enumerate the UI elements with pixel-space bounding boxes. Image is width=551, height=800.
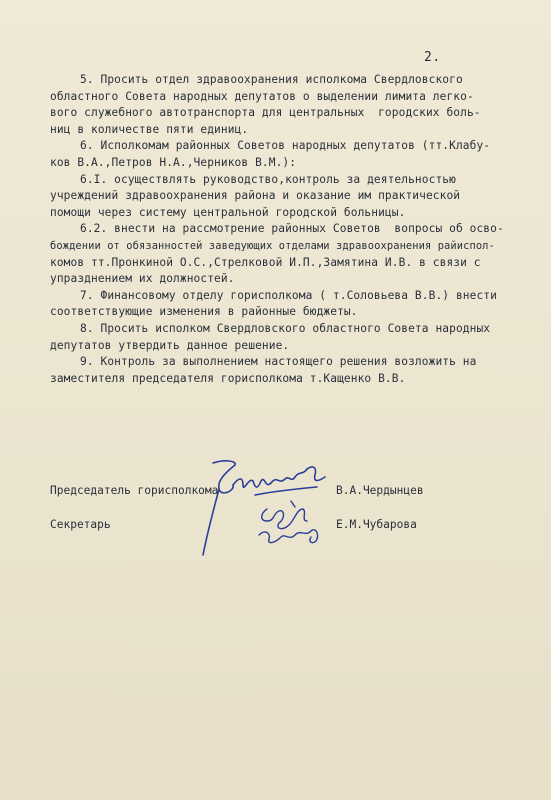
secretary-signature-icon	[245, 495, 335, 555]
paragraph-8	[50, 321, 520, 354]
text-line: вого служебного автотранспорта для центральных городских боль-	[50, 106, 481, 120]
secretary-name: Е.М.Чубарова	[336, 518, 417, 531]
text-line: комов тт.Пронкиной О.С.,Стрелковой И.П.,Замятина И.В. в связи с	[50, 255, 481, 269]
decision-text	[50, 72, 520, 387]
secretary-title: Секретарь	[50, 518, 111, 531]
page-number: 2.	[424, 50, 441, 65]
text-line: помощи через систему центральной городской больницы.	[50, 205, 406, 219]
text-line: 5. Просить отдел здравоохранения исполкома Свердловского	[80, 73, 463, 86]
paragraph-7	[50, 288, 520, 321]
text-line: соответствующие изменения в районные бюджеты.	[50, 305, 358, 319]
text-line: 8. Просить исполком Свердловского областного Совета народных	[80, 321, 491, 335]
paragraph-6	[50, 138, 520, 171]
paragraph-6-2	[50, 221, 520, 287]
text-line: бождении от обязанностей заведующих отделами здравоохранения райиспол-	[50, 239, 495, 252]
text-line: учреждений здравоохранения района и оказание им практической	[50, 189, 461, 203]
text-line: депутатов утвердить данное решение.	[50, 338, 290, 352]
text-line: 7. Финансовому отделу горисполкома ( т.Соловьева В.В.) внести	[80, 288, 497, 302]
paragraph-9	[50, 354, 520, 387]
text-line: 9. Контроль за выполнением настоящего решения возложить на	[80, 355, 477, 369]
text-line: заместителя председателя горисполкома т.Кащенко В.В.	[50, 371, 406, 385]
paragraph-5	[50, 72, 520, 138]
text-line: 6.I. осуществлять руководство,контроль за деятельностью	[80, 172, 456, 186]
chairman-name: В.А.Чердынцев	[336, 484, 424, 497]
text-line: 6. Исполкомам районных Советов народных депутатов (тт.Клабу-	[80, 139, 491, 153]
chairman-title: Председатель горисполкома	[50, 484, 219, 497]
text-line: областного Совета народных депутатов о выделении лимита легко-	[50, 89, 474, 103]
paragraph-6-1	[50, 172, 520, 222]
text-line: ков В.А.,Петров Н.А.,Черников В.М.):	[50, 155, 297, 169]
text-line: ниц в количестве пяти единиц.	[50, 122, 249, 136]
text-line: упразднением их должностей.	[50, 272, 235, 286]
text-line: 6.2. внести на рассмотрение районных Советов вопросы об осво-	[80, 222, 504, 236]
